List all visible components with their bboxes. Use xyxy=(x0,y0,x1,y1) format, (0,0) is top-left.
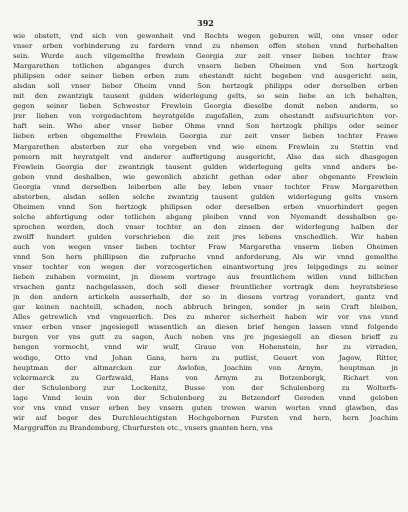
text-line: haft sein. Who aber vnser lieber Ohme vnnd Son hertzogk philips oder seiner xyxy=(13,122,398,131)
text-line: der Schulenborg zur Lockenitz, Busse von der Schulenborg zu Wolterfs- xyxy=(13,383,398,392)
text-line: vnnd Son hern phillipsen die zufpruche vnnd anforderung, Als wir vnnd gemelthe xyxy=(13,253,398,262)
text-line: gar keinen nachteill, schaden, noch abbruch bringen, sonder jn sein Craft bleiben, xyxy=(13,303,398,312)
text-line: pomern mit heyratgelt vnd anderer auffertigung ausgericht, Also das sich dhasgegen xyxy=(13,152,398,161)
text-line: vrsachen gantz nachgelassen, doch soll dieser freuntlicher vortragk dem heyratsbriese xyxy=(13,283,398,292)
text-line: solche abfertigung oder totlichen abgang pleiben vnnd von Nyemandt desshalben ge- xyxy=(13,212,398,221)
text-line: wir auf beger des Durchleuchtigsten Hochgebornen Fursten vnd hern, hern Joachim xyxy=(13,413,398,422)
text-line: geben vnnd deshalben, wie gewonlich abzicht gethan oder aber obgenante Frewlein xyxy=(13,172,398,181)
text-line: Oheimen vnnd Son hertzogk philipsen oder derselben erben vnuorhindert gegen xyxy=(13,202,398,211)
text-line: Margarethen absterben zur ehe vorgeben vnd wie einem Frewlein zu Stettin vnd xyxy=(13,142,398,151)
text-line: Marggraffen zu Brandemburg, Churfursten etc., vnsers gnanten hern, vns xyxy=(13,423,273,432)
text-line: mit den zwantzigk tausent gulden widerlegung gelts, so sein liebe an ich behalten, xyxy=(13,92,398,101)
text-line: philipsen oder seiner lieben erben zum ehestandt nicht begeben vnd ausgericht sein, xyxy=(13,72,398,81)
text-line: absterben, alsdan sollen solche zwantzig tausent gulden widerlegung gelts vnsern xyxy=(13,192,398,201)
text-line: vnser erben vnser jngesiegell wissentlich an diesen brief hengen lassen vnnd folgende xyxy=(13,323,398,332)
body-text xyxy=(13,31,398,433)
text-line: Frewlein Georgia der zwantzigk tausent gulden widerlegung gelts vnnd anders be- xyxy=(13,162,398,171)
text-line: vnser erben vorbinderung zu fardern vnnd zu nhemen offen stehen vnnd furbehalten xyxy=(13,42,398,51)
text-line: heuptman der altmarcken zur Awlofen, Joachim von Arnym, heuptman jn xyxy=(13,363,398,372)
text-line: wie obstett, vnd sich von gewonheit vnd Rechts wegen geburen will, one vnser oder xyxy=(13,32,398,40)
text-line: jrer lieben von vorgedachtem heyratgelde zugefallen, zum ehestandt aufsuurichten vor- xyxy=(13,112,398,121)
text-line: vnser tochter von wegen der vorzcogerlichen einantwortung jres leipgedings zu seiner xyxy=(13,263,398,272)
text-line: vckermarck zu Gerfzwald, Hans von Arnym zu Botzenborgk, Richart von xyxy=(13,373,398,382)
text-line: sein. Wurde auch vilgemelthe frewlein Georgia zur zeit vnser lieben tochter fraw xyxy=(13,52,398,61)
text-line: lieben zuhaben vormeint, jn diesem vortrage aus freuntlichem willen vnnd billichen xyxy=(13,273,398,282)
page-number: 392 xyxy=(197,18,214,28)
text-line: jn den andern artickeln ausserhalb, der so in diesem vortrag vorandert, gantz vnd xyxy=(13,293,398,302)
text-line: lieben erben obgemelthe Frewlein Georgia zur zeit vnser lieben tochter Frawe xyxy=(13,132,398,141)
text-line: burgen vor vns gutt zu sagen, Auch neben vns jre jngesiegell an diesen brieff zu xyxy=(13,333,398,342)
text-line: sprochen werden, doch vnser tochter an den zinsen der widerlegung halben der xyxy=(13,222,398,231)
text-line: Alles getrewlich vnd vngeuerlich. Des zu mherer sicherheit haben wir vor vns vnnd xyxy=(13,313,398,322)
text-line: vor vns vnnd vnser erben bey vnsern guten trewen waren worten vnnd glawben, das xyxy=(13,403,398,412)
text-line: zwolff hundert gulden vorschrieben die zeit jres lebens vnschedlich. Wir haben xyxy=(13,232,398,241)
text-line: alsdan soll vnser lieber Oheim vnnd Son hertzogk philipps oder derselben erben xyxy=(13,82,398,91)
text-line: wedige, Otto vnd Johan Gans, hern zu putlist, Geuert von Jagow, Ritter, xyxy=(13,353,398,362)
text-line: hengen vormocht, vnnd wir wulf, Graue von Hohenstein, her zu virraden, xyxy=(13,343,398,352)
text-line: Margarethen totlichen abganges durch vnsern lieben Oheimen vnd Son hertzogk xyxy=(13,62,398,71)
text-line: lage Vnnd leuin von der Schulenborg zu Betzendorf Gereden vnnd geloben xyxy=(13,393,398,402)
text-line: auch von wegen vnser lieben tochter Fraw Margaretha vnserm lieben Oheimen xyxy=(13,242,398,251)
text-line: gegen seiner lieben Schwester Frewlein Georgia dieselbe domit neben anderm, so xyxy=(13,102,398,111)
text-line: Georgia vnnd derselben leiberben alle bey leben vnser tochter Fraw Margarethen xyxy=(13,182,398,191)
